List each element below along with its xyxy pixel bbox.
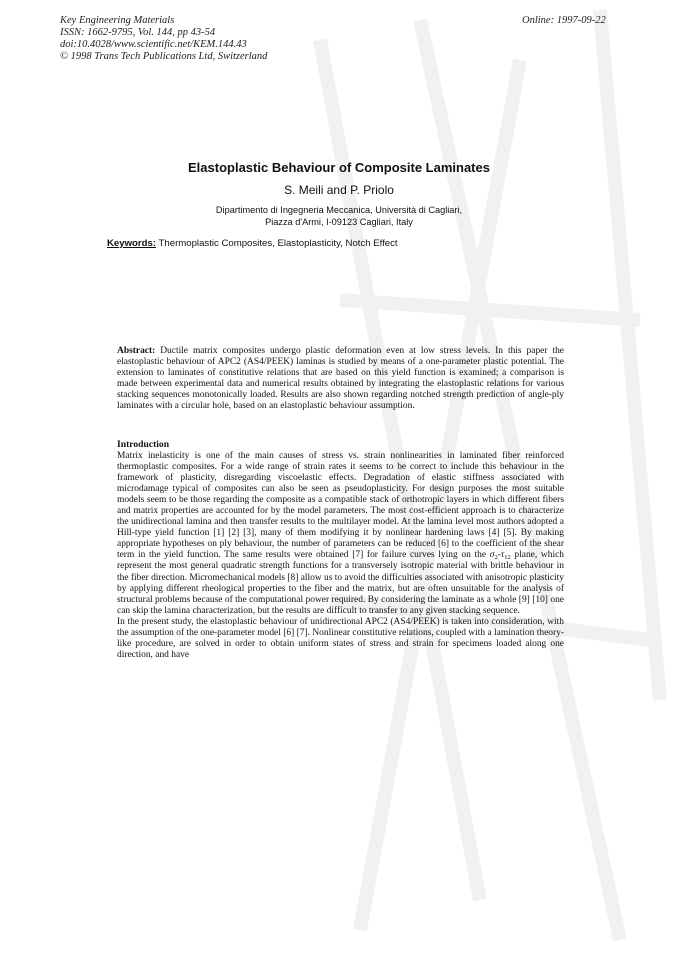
abstract-label: Abstract: <box>117 346 156 356</box>
affiliation-line-1: Dipartimento di Ingegneria Meccanica, Università di Cagliari, <box>215 205 463 215</box>
doi-line: doi:10.4028/www.scientific.net/KEM.144.43 <box>60 39 247 50</box>
affiliation <box>0 204 678 228</box>
paper-authors: S. Meili and P. Priolo <box>284 183 394 197</box>
online-date: Online: 1997-09-22 <box>522 15 606 26</box>
abstract-text: Ductile matrix composites undergo plastic deformation even at low stress levels. In this paper the elastoplastic behaviour of APC2 (AS4/PEEK) laminas is studied by means of a one-parameter plastic potential. The extension to laminates of constitutive relations that are based on this yield function is examined; a comparison is made between experimental data and numerical results obtained by integrating the elastoplastic relations for various stacking sequences monotonically loaded. Results are also shown regarding notched strength prediction of angle-ply laminates with a circular hole, based on an elastoplastic behaviour assumption. <box>117 346 564 412</box>
paper-title: Elastoplastic Behaviour of Composite Laminates <box>188 160 490 175</box>
issn-line: ISSN: 1662-9795, Vol. 144, pp 43-54 <box>60 27 216 38</box>
journal-header <box>60 15 267 63</box>
introduction-paragraph-1: Matrix inelasticity is one of the main causes of stress vs. strain nonlinearities in laminated fiber reinforced thermoplastic composites. For a wide range of strain rates it seems to be correct to include this behaviour in the framework of plasticity, disregarding viscoelastic effects. Degradation of elastic stiffness associated with microdamage typical of composites can also be seen as pseudoplasticity. For design purposes the most suitable models seem to be those regarding the composite as a compatible stack of orthotropic layers in which different fibers and matrix properties are accounted for by the model parameters. The most cost-efficient approach is to characterize the unidirectional lamina and then transfer results to the multilayer model. At the lamina level most authors adopted a Hill-type yield function [1] [2] [3], many of them modifying it by nonlinear hardening laws [4] [5]. By making appropriate hypotheses on ply behaviour, the number of parameters can be reduced [6] to the coefficient of the shear term in the yield function. The same results were obtained [7] for failure curves lying on the $\sigma_2-\tau_{12}$ plane, which represent the most general quadratic strength functions for a transversely isotropic material with brittle behaviour in the fiber direction. Micromechanical models [8] allow us to avoid the difficulties associated with anisotropic plasticity by applying different rheological properties to the fiber and the matrix, but are often unsuitable for the analysis of structural problems because of the computational power required. By considering the laminate as a whole [9] [10] one can skip the lamina characterization, but the results are difficult to transfer to any given stacking sequence. <box>117 450 564 616</box>
tau-symbol: τ <box>500 550 505 561</box>
keywords <box>107 238 398 249</box>
introduction-heading: Introduction <box>117 439 170 450</box>
keywords-label: Keywords: <box>107 238 157 249</box>
introduction-paragraph-2: In the present study, the elastoplastic behaviour of unidirectional APC2 (AS4/PEEK) is taken into consideration, with the assumption of the one-parameter model [6] [7]. Nonlinear constitutive relations, coupled with a lamination theory-like procedure, are solved in order to obtain uniform states of stress and strain for specimens loaded along one direction, and have <box>117 616 564 661</box>
introduction-section <box>117 439 564 661</box>
sigma-symbol: σ <box>489 550 495 561</box>
keywords-text: Thermoplastic Composites, Elastoplasticity, Notch Effect <box>158 238 398 249</box>
journal-name: Key Engineering Materials <box>60 15 175 26</box>
abstract <box>117 346 564 413</box>
affiliation-line-2: Piazza d'Armi, I-09123 Cagliari, Italy <box>265 217 413 227</box>
copyright-line: © 1998 Trans Tech Publications Ltd, Switzerland <box>60 51 268 62</box>
